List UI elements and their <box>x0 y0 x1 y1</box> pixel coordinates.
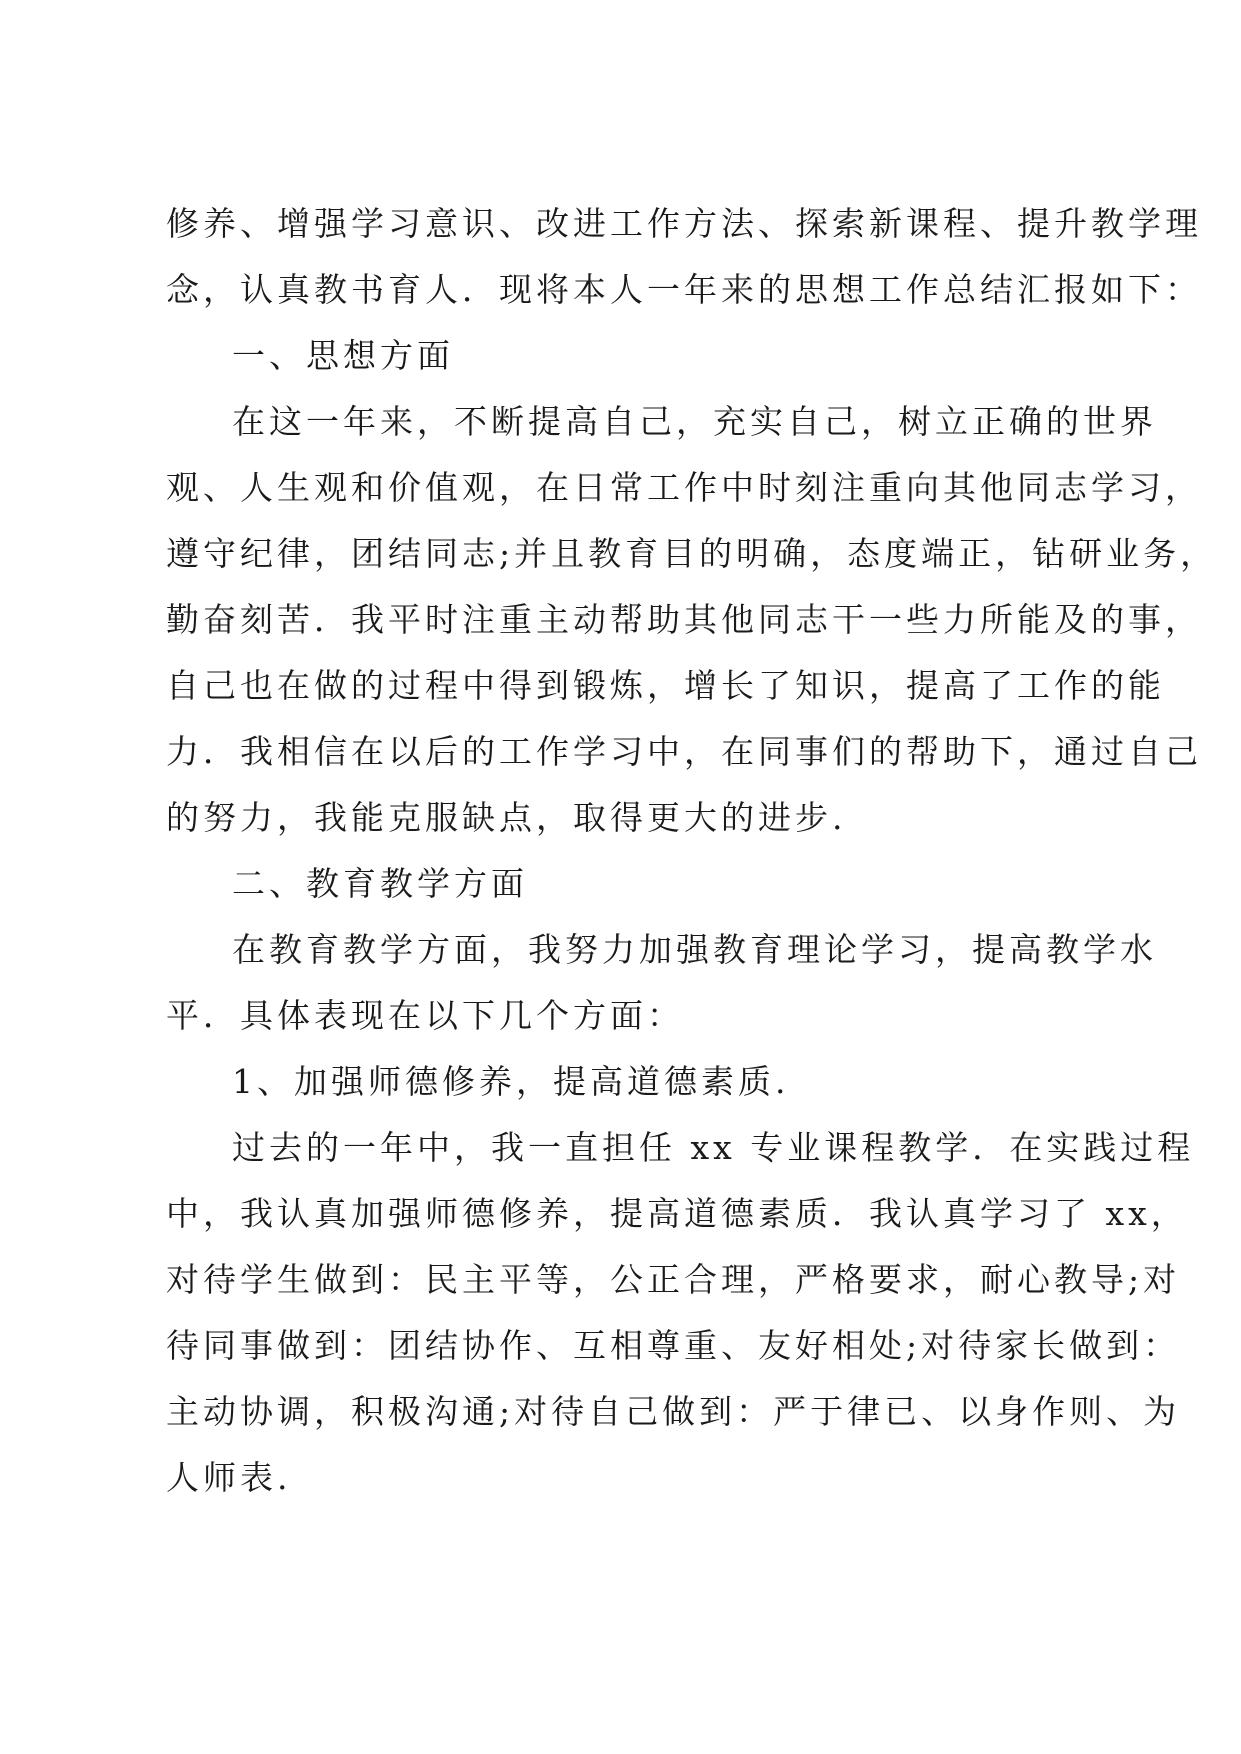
body-text-line: 观、人生观和价值观，在日常工作中时刻注重向其他同志学习， <box>166 468 1202 507</box>
body-text-line: 的努力，我能克服缺点，取得更大的进步. <box>166 798 847 837</box>
body-text-line: 在这一年来，不断提高自己，充实自己，树立正确的世界 <box>232 402 1157 441</box>
body-text-line: 在教育教学方面，我努力加强教育理论学习，提高教学水 <box>232 930 1157 969</box>
body-text-line: 主动协调，积极沟通;对待自己做到：严于律已、以身作则、为 <box>166 1392 1181 1431</box>
body-text-line: 修养、增强学习意识、改进工作方法、探索新课程、提升教学理 <box>166 204 1202 243</box>
body-text-line: 待同事做到：团结协作、互相尊重、友好相处;对待家长做到： <box>166 1326 1181 1365</box>
body-text-line: 力．我相信在以后的工作学习中，在同事们的帮助下，通过自己 <box>166 732 1202 771</box>
subsection-heading-ethics: 1、加强师德修养，提高道德素质. <box>232 1062 790 1101</box>
body-text-line: 勤奋刻苦．我平时注重主动帮助其他同志干一些力所能及的事， <box>166 600 1202 639</box>
body-text-line: 平．具体表现在以下几个方面： <box>166 996 684 1035</box>
body-text-line: 人师表. <box>166 1458 292 1497</box>
section-heading-thought: 一、思想方面 <box>232 336 454 375</box>
body-text-line: 自己也在做的过程中得到锻炼，增长了知识，提高了工作的能 <box>166 666 1165 705</box>
body-text-line: 对待学生做到：民主平等，公正合理，严格要求，耐心教导;对 <box>166 1260 1181 1299</box>
body-text-line: 念，认真教书育人．现将本人一年来的思想工作总结汇报如下： <box>166 270 1202 309</box>
body-text-line: 中，我认真加强师德修养，提高道德素质．我认真学习了 xx， <box>166 1194 1188 1233</box>
body-text-line: 遵守纪律，团结同志;并且教育目的明确，态度端正，钻研业务， <box>166 534 1218 573</box>
section-heading-teaching: 二、教育教学方面 <box>232 864 528 903</box>
body-text-line: 过去的一年中，我一直担任 xx 专业课程教学．在实践过程 <box>232 1128 1195 1167</box>
